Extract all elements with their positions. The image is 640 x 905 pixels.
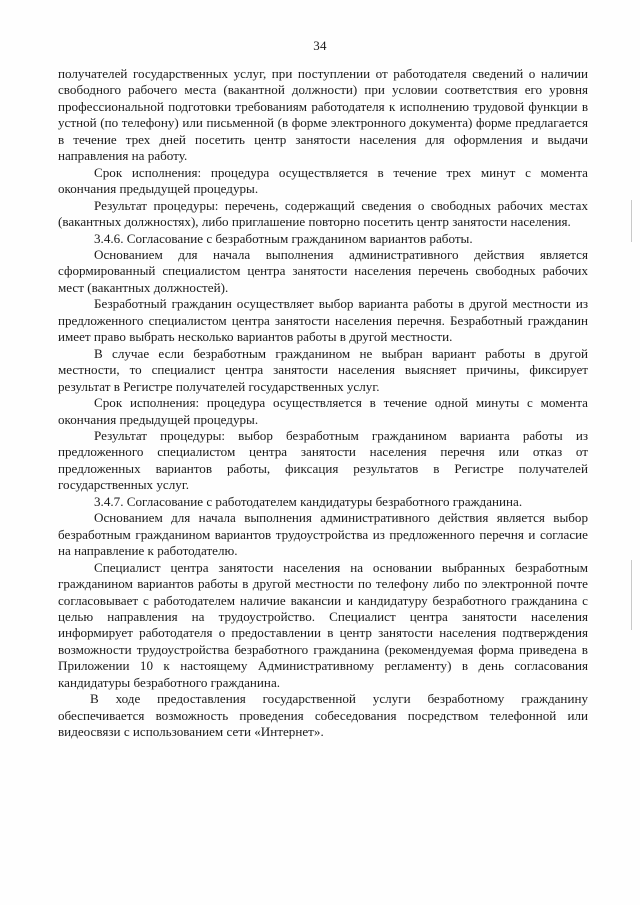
page-number: 34 — [313, 38, 327, 53]
section-heading: 3.4.6. Согласование с безработным гражданином вариантов работы. — [94, 230, 473, 246]
paragraph: получателей государственных услуг, при поступлении от работодателя сведений о наличии свободного рабочего места (вакантной должности) при условии соответствия его уровня профессиональной подготовки требованиям работодателя к исполнению трудовой функции в устной (по телефону) или письменной (в форме электронного документа) форме предлагается в течение трех дней посетить центр занятости населения для оформления и выдачи направления на работу. — [58, 66, 588, 164]
paragraph: Срок исполнения: процедура осуществляется в течение одной минуты с момента окончания предыдущей процедуры. — [58, 395, 588, 427]
paragraph: Результат процедуры: выбор безработным гражданином варианта работы из предложенного специалистом центра занятости населения перечня или отказ от предложенных вариантов работы, фиксация результатов в Регистре получателей государственных услуг. — [58, 427, 588, 493]
paragraph: В случае если безработным гражданином не выбран вариант работы в другой местности, то специалист центра занятости населения выясняет причины, фиксирует результат в Регистре получателей государственных услуг. — [58, 345, 588, 394]
paragraph: Результат процедуры: перечень, содержащий сведения о свободных рабочих местах (вакантных должностях), либо приглашение повторно посетить центр занятости населения. — [58, 197, 588, 230]
scan-edge-mark — [631, 200, 632, 242]
paragraph: Безработный гражданин осуществляет выбор варианта работы в другой местности из предложенного специалистом центра занятости населения перечня. Безработный гражданин имеет право выбрать несколько вариантов работы в другой местности. — [58, 296, 588, 345]
section-heading: 3.4.7. Согласование с работодателем кандидатуры безработного гражданина. — [94, 493, 523, 509]
paragraph: В ходе предоставления государственной услуги безработному гражданину обеспечивается возможность проведения собеседования посредством телефонной или видеосвязи с использованием сети «Интернет». — [58, 691, 588, 740]
paragraph: Основанием для начала выполнения административного действия является выбор безработным гражданином вариантов трудоустройства из предложенного перечня и согласие на направление к работодателю. — [58, 510, 588, 559]
paragraph: Основанием для начала выполнения административного действия является сформированный специалистом центра занятости населения перечень свободных рабочих мест (вакантных должностей). — [58, 246, 588, 295]
document-body — [58, 66, 588, 741]
scan-edge-mark — [631, 560, 632, 630]
paragraph: Специалист центра занятости населения на основании выбранных безработным гражданином вариантов работы в другой местности по телефону либо по электронной почте согласовывает с работодателем наличие вакансии и кандидатуру безработного гражданина с целью направления на трудоустройство. Специалист центра занятости населения информирует работодателя о предоставлении в центр занятости населения подтверждения возможности трудоустройства безработного гражданина (рекомендуемая форма приведена в Приложении 10 к настоящему Административному регламенту) в день согласования кандидатуры безработного гражданина. — [58, 559, 588, 690]
paragraph: Срок исполнения: процедура осуществляется в течение трех минут с момента окончания предыдущей процедуры. — [58, 164, 588, 197]
